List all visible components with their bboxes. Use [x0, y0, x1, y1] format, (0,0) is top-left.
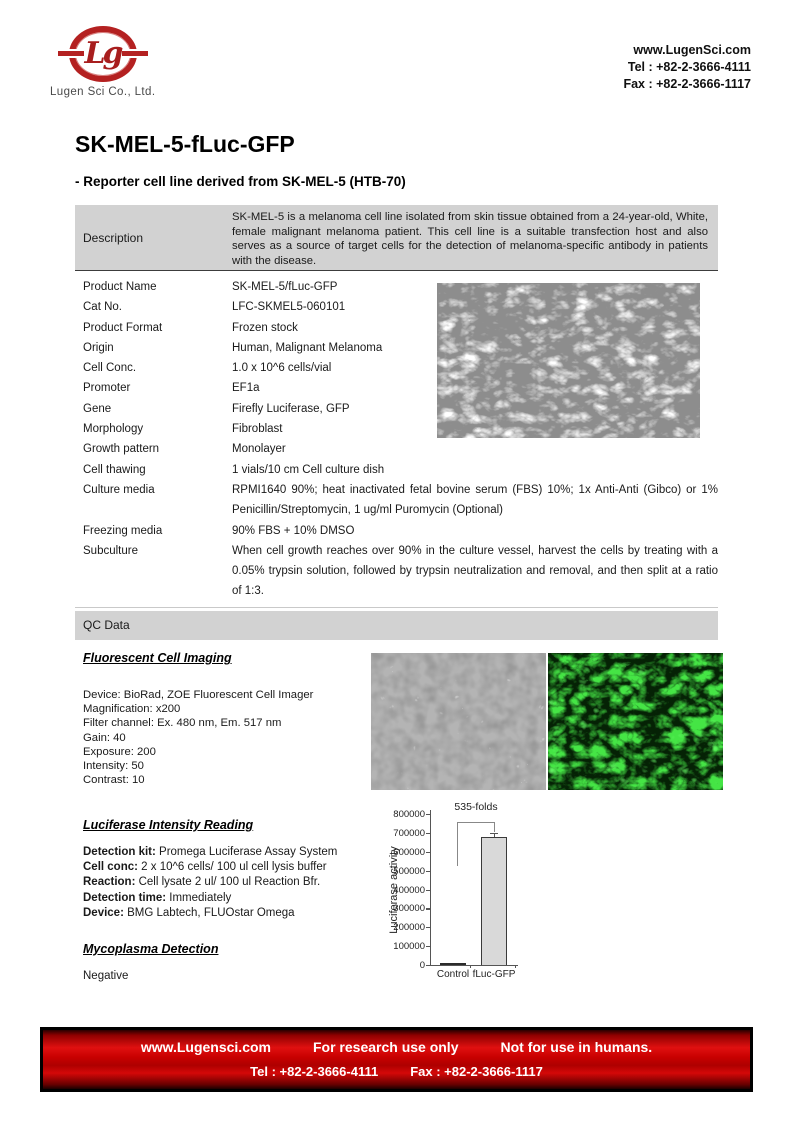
y-tick-label: 800000	[393, 809, 425, 820]
table-row	[75, 521, 718, 541]
imaging-detail-line: Magnification: x200	[83, 703, 181, 716]
footer-line2	[43, 1064, 750, 1079]
y-tick-label: 100000	[393, 941, 425, 953]
luciferase-details	[83, 845, 337, 921]
luciferase-detail-line	[83, 845, 337, 860]
chart-bar-Control	[440, 963, 466, 965]
spec-value: 90% FBS + 10% DMSO	[232, 524, 355, 537]
y-tick-label: 500000	[393, 865, 425, 877]
fluorescent-imaging-details	[83, 688, 313, 787]
mycoplasma-result: Negative	[83, 970, 129, 982]
spec-value: LFC-SKMEL5-060101	[232, 301, 346, 314]
imaging-detail-line: Exposure: 200	[83, 745, 156, 758]
chart-annotation: 535-folds	[454, 801, 498, 813]
detail-value: Promega Luciferase Assay System	[155, 846, 338, 858]
detail-value: Immediately	[166, 891, 232, 904]
footer-item: Not for use in humans.	[500, 1039, 653, 1055]
detail-value: 2 x 10^6 cells/ 100 ul cell lysis buffer	[137, 861, 327, 874]
description-row	[75, 205, 718, 271]
y-tick-mark	[426, 927, 430, 928]
spec-value: Fibroblast	[232, 423, 283, 436]
error-bar-stem	[494, 833, 495, 837]
mycoplasma-heading: Mycoplasma Detection	[83, 942, 219, 956]
imaging-detail-line: Filter channel: Ex. 480 nm, Em. 517 nm	[83, 717, 282, 730]
footer-item: For research use only	[312, 1039, 459, 1055]
header-contact-block	[623, 42, 751, 93]
description-text: SK-MEL-5 is a melanoma cell line isolated from skin tissue obtained from a 24-year-old, White, female malignant melanoma patient. This cell line is a suitable transfection host and also serves as a source of target cells for the detection of melanoma-specific antibody in patients with the disease.	[232, 211, 708, 267]
detail-value: BMG Labtech, FLUOstar Omega	[123, 906, 295, 919]
x-category-label: fLuc-GFP	[472, 969, 516, 980]
detail-label: Detection kit:	[83, 846, 156, 858]
header-fax: Fax : +82-2-3666-1117	[623, 77, 751, 91]
imaging-detail-line: Contrast: 10	[83, 774, 145, 787]
detail-label: Device:	[83, 906, 124, 919]
imaging-detail-line: Intensity: 50	[83, 760, 144, 773]
y-tick-label: 0	[419, 960, 425, 971]
spec-value: 1 vials/10 cm Cell culture dish	[232, 463, 385, 476]
company-logo	[50, 26, 155, 98]
imaging-detail-line: Gain: 40	[83, 731, 126, 744]
y-tick-mark	[426, 890, 430, 891]
detail-label: Reaction:	[83, 876, 136, 889]
logo-monogram: Lg	[84, 35, 121, 71]
y-tick-mark	[426, 965, 430, 966]
chart-bracket-right-leg	[494, 822, 495, 832]
header-website: www.LugenSci.com	[633, 43, 751, 57]
spec-label: Cell Conc.	[83, 362, 137, 375]
x-category-label: Control	[436, 969, 470, 980]
spec-label: Cat No.	[83, 301, 122, 314]
y-tick-mark	[426, 833, 430, 834]
spec-value: SK-MEL-5/fLuc-GFP	[232, 281, 338, 293]
table-row	[75, 460, 718, 480]
luciferase-detail-line	[83, 891, 337, 906]
spec-value: EF1a	[232, 382, 260, 395]
fluorescent-imaging-heading: Fluorescent Cell Imaging	[83, 651, 232, 665]
table-bottom-rule	[75, 607, 718, 608]
spec-label: Product Name	[83, 281, 157, 293]
detail-label: Cell conc:	[83, 861, 138, 874]
spec-value: Human, Malignant Melanoma	[232, 341, 383, 354]
chart-bar-fLuc-GFP	[481, 837, 507, 965]
y-tick-mark	[426, 908, 430, 909]
spec-value: Monolayer	[232, 443, 286, 456]
spec-label: Subculture	[83, 544, 138, 557]
spec-value: 1.0 x 10^6 cells/vial	[232, 362, 332, 375]
y-tick-label: 600000	[393, 846, 425, 858]
footer-banner	[40, 1027, 753, 1092]
qc-section-label: QC Data	[83, 618, 130, 632]
spec-label: Gene	[83, 402, 112, 415]
chart-y-axis-label: Luciferase activity	[388, 846, 400, 934]
spec-label: Freezing media	[83, 524, 163, 537]
chart-bracket	[457, 822, 495, 823]
page-title: SK-MEL-5-fLuc-GFP	[75, 131, 295, 157]
y-tick-mark	[426, 946, 430, 947]
y-tick-label: 300000	[393, 903, 425, 915]
spec-value: When cell growth reaches over 90% in the culture vessel, harvest the cells by treating with a 0.05% trypsin solution, followed by trypsin neutralization and removal, and then split at a ratio of 1:3.	[232, 544, 718, 598]
y-tick-label: 400000	[393, 884, 425, 896]
y-tick-label: 200000	[393, 922, 425, 934]
logo-company-name: Lugen Sci Co., Ltd.	[50, 86, 156, 98]
qc-section-header	[75, 611, 718, 640]
spec-label: Promoter	[83, 382, 131, 395]
table-row	[75, 480, 718, 521]
spec-label: Growth pattern	[83, 443, 160, 456]
spec-value: Frozen stock	[232, 321, 298, 334]
y-tick-mark	[426, 814, 430, 815]
spec-value: Firefly Luciferase, GFP	[232, 402, 350, 415]
x-tick-mark	[515, 965, 516, 968]
y-tick-mark	[426, 871, 430, 872]
phase-contrast-cell-image	[437, 283, 700, 438]
logo-mark-icon	[58, 26, 148, 82]
imaging-detail-line: Device: BioRad, ZOE Fluorescent Cell Imager	[83, 689, 314, 701]
description-label: Description	[83, 230, 144, 245]
table-row	[75, 541, 718, 602]
spec-label: Product Format	[83, 321, 163, 334]
brightfield-cell-image	[371, 653, 546, 790]
gfp-fluorescent-cell-image	[548, 653, 723, 790]
spec-label: Origin	[83, 341, 114, 354]
table-row	[75, 439, 718, 459]
luciferase-heading: Luciferase Intensity Reading	[83, 818, 254, 832]
luciferase-detail-line	[83, 875, 337, 890]
spec-value: RPMI1640 90%; heat inactivated fetal bovine serum (FBS) 10%; 1x Anti-Anti (Gibco) or 1% Penicillin/Streptomycin, 1 ug/ml Puromycin (Optional)	[232, 483, 718, 517]
footer-item: www.Lugensci.com	[140, 1039, 271, 1055]
footer-line1	[43, 1039, 750, 1055]
y-tick-mark	[426, 852, 430, 853]
chart-bracket-left-leg	[457, 822, 458, 866]
chart-y-axis	[430, 810, 431, 965]
luciferase-detail-line	[83, 860, 337, 875]
detail-value: Cell lysate 2 ul/ 100 ul Reaction Bfr.	[135, 876, 321, 889]
spec-label: Culture media	[83, 483, 155, 496]
luciferase-bar-chart	[385, 798, 625, 998]
detail-label: Detection time:	[83, 891, 167, 904]
footer-item: Tel : +82-2-3666-4111	[250, 1064, 379, 1079]
footer-item: Fax : +82-2-3666-1117	[410, 1064, 543, 1079]
luciferase-detail-line	[83, 906, 337, 921]
spec-label: Cell thawing	[83, 463, 146, 476]
header-tel: Tel : +82-2-3666-4111	[627, 60, 751, 74]
y-tick-label: 700000	[393, 827, 425, 839]
page-subtitle: - Reporter cell line derived from SK-MEL-5 (HTB-70)	[75, 174, 406, 189]
x-tick-mark	[470, 965, 471, 968]
spec-label: Morphology	[83, 423, 144, 436]
